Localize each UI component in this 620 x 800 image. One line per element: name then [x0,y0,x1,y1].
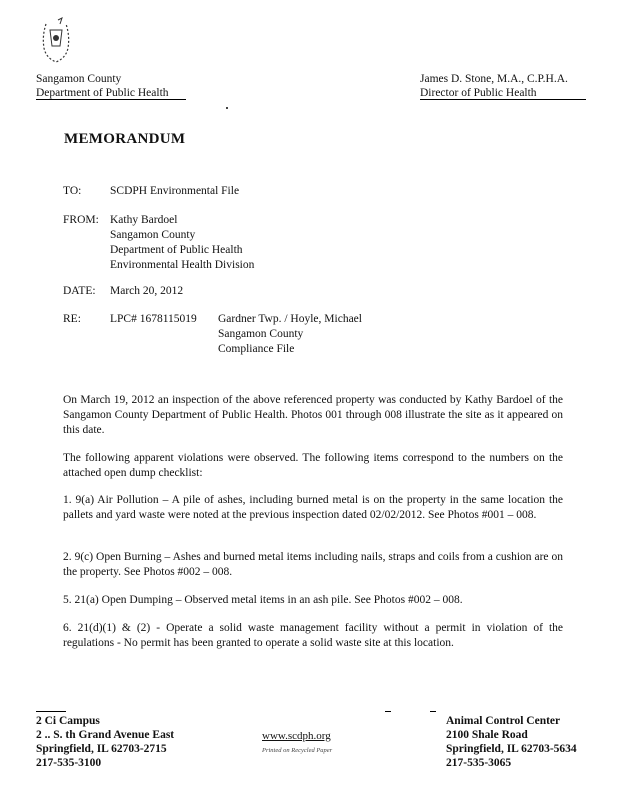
from-label: FROM: [63,214,99,226]
scan-speck [226,107,228,109]
from-line: Sangamon County [110,229,196,241]
header-divider-right [420,99,586,100]
county-seal-logo [38,16,74,64]
re-line: Gardner Twp. / Hoyle, Michael [218,313,362,325]
footer-line: Springfield, IL 62703-2715 [36,743,167,755]
director-name: James D. Stone, M.A., C.P.H.A. [420,73,568,85]
footer-center [262,729,332,758]
header-left [36,72,169,100]
director-title: Director of Public Health [420,87,537,99]
re-line: Sangamon County [218,328,304,340]
footer-line: 2 .. S. th Grand Avenue East [36,729,175,741]
re-line: Compliance File [218,343,295,355]
from-block [110,213,254,273]
footer-line: 2100 Shale Road [446,729,528,741]
recycled-paper-note: Printed on Recycled Paper [262,747,333,754]
header-divider-left [36,99,186,100]
date-label: DATE: [63,285,96,297]
footer-line: 2 Ci Campus [36,715,100,727]
from-line: Kathy Bardoel [110,214,178,226]
footer-rule [36,711,66,712]
re-label: RE: [63,313,81,325]
violation-item: 1. 9(a) Air Pollution – A pile of ashes, including burned metal is on the property in the same location the pallets and yard waste were noted at the previous inspection dated 02/02/2012. See Photos #001 – 008. [63,494,563,521]
violation-item: 6. 21(d)(1) & (2) - Operate a solid waste management facility without a permit in violation of the regulations - No permit has been granted to operate a solid waste site at this location. [63,622,563,649]
violation-item: 5. 21(a) Open Dumping – Observed metal items in an ash pile. See Photos #002 – 008. [63,594,463,606]
date-value: March 20, 2012 [110,285,184,297]
footer-line: 217-535-3100 [36,757,102,769]
intro-paragraph: On March 19, 2012 an inspection of the above referenced property was conducted by Kathy Bardoel of the Sangamon County Department of Public Health. Photos 001 through 008 illustrate the site as it appeared on this date. [63,394,563,436]
footer-line: Animal Control Center [446,715,561,727]
website-link[interactable]: www.scdph.org [262,730,331,742]
footer-address-left [36,714,174,770]
footer-line: Springfield, IL 62703-5634 [446,743,577,755]
from-line: Department of Public Health [110,244,243,256]
memo-title: MEMORANDUM [64,131,186,147]
footer-rule [385,711,391,712]
violation-item: 2. 9(c) Open Burning – Ashes and burned metal items including nails, straps and coils from a cushion are on the property. See Photos #002 – 008. [63,551,563,578]
department-name: Department of Public Health [36,87,169,99]
county-name: Sangamon County [36,73,122,85]
re-subject-block [218,312,362,357]
re-lpc-number: LPC# 1678115019 [110,313,197,325]
footer-line: 217-535-3065 [446,757,512,769]
footer-rule [430,711,436,712]
header-right [420,72,568,100]
to-value: SCDPH Environmental File [110,185,240,197]
violations-intro-paragraph: The following apparent violations were observed. The following items correspond to the numbers on the attached open dump checklist: [63,452,563,479]
to-label: TO: [63,185,82,197]
footer-address-right [446,714,577,770]
from-line: Environmental Health Division [110,259,255,271]
